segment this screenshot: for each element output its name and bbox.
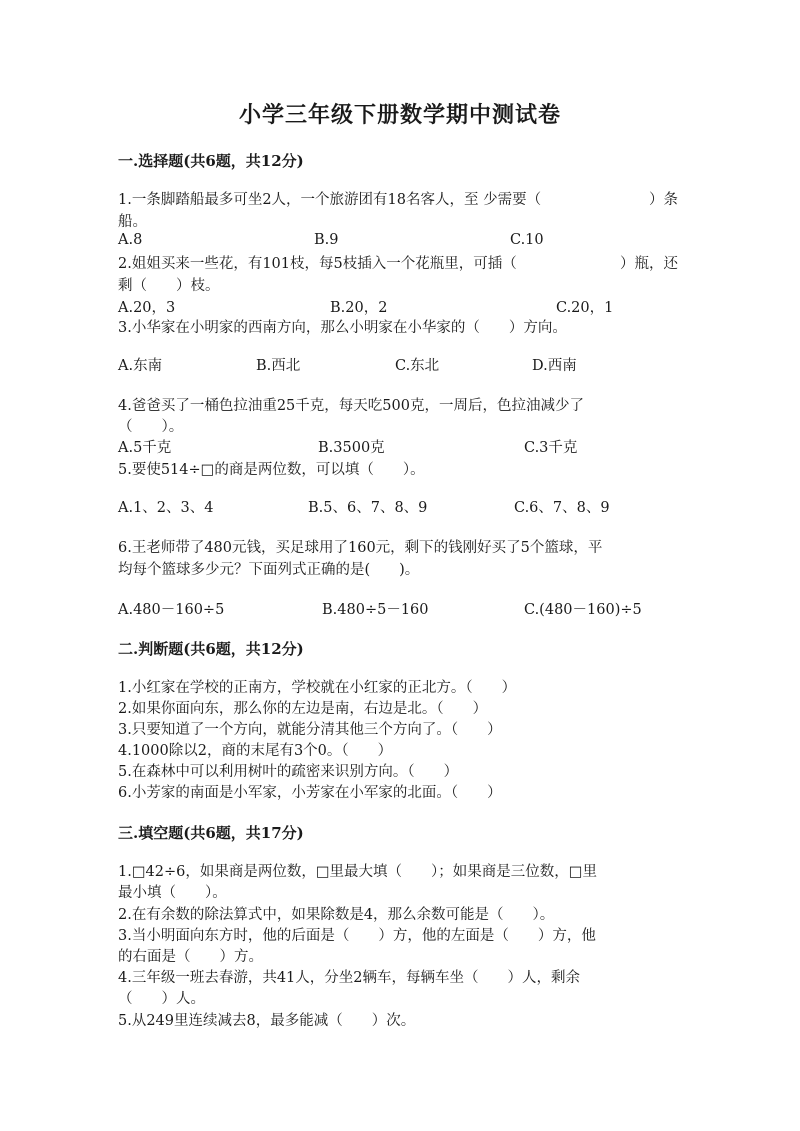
option-d: D.西南 [532, 358, 577, 374]
question-text: 最小填（ ）。 [118, 885, 227, 901]
option-a: A.1、2、3、4 [118, 500, 214, 516]
option-c: C.6、7、8、9 [514, 500, 610, 516]
question-text: 剩（ ）枝。 [118, 278, 220, 294]
option-b: B.3500克 [318, 440, 385, 456]
question-text: 2.在有余数的除法算式中，如果除数是4，那么余数可能是（ ）。 [118, 907, 555, 923]
section-heading-judgment: 二.判断题(共6题，共12分) [118, 640, 304, 658]
question-text: 均每个篮球多少元？下面列式正确的是( )。 [118, 562, 420, 578]
question-text: 的右面是（ ）方。 [118, 949, 263, 965]
option-a: A.20，3 [118, 300, 176, 316]
question-text: 4.爸爸买了一桶色拉油重25千克，每天吃500克，一周后，色拉油减少了 [118, 398, 584, 414]
option-c: C.10 [510, 232, 544, 248]
question-line [118, 188, 678, 209]
question-text: （ ）。 [118, 419, 184, 435]
question-text: 4.三年级一班去春游，共41人，分坐2辆车，每辆车坐（ ）人，剩余 [118, 970, 581, 986]
question-text: ）条 [649, 192, 678, 208]
option-b: B.9 [314, 232, 339, 248]
question-line [118, 252, 678, 273]
option-b: B.西北 [256, 358, 301, 374]
option-b: B.20，2 [330, 300, 388, 316]
option-c: C.20，1 [556, 300, 614, 316]
question-text: （ ）人。 [118, 991, 205, 1007]
question-text: 3.小华家在小明家的西南方向，那么小明家在小华家的（ ）方向。 [118, 320, 567, 336]
question-text: 5.要使514÷□的商是两位数，可以填（ ）。 [118, 462, 425, 478]
option-c: C.东北 [395, 358, 440, 374]
judgment-item: 1.小红家在学校的正南方，学校就在小红家的正北方。（ ） [118, 680, 517, 696]
question-text: ）瓶，还 [620, 256, 678, 272]
page-title: 小学三年级下册数学期中测试卷 [238, 102, 561, 128]
judgment-item: 3.只要知道了一个方向，就能分清其他三个方向了。（ ） [118, 722, 502, 738]
option-b: B.480÷5－160 [322, 602, 429, 618]
option-c: C.(480－160)÷5 [524, 602, 642, 618]
option-a: A.8 [118, 232, 143, 248]
question-text: 5.从249里连续减去8，最多能减（ ）次。 [118, 1013, 416, 1029]
option-a: A.480－160÷5 [118, 602, 225, 618]
question-text: 船。 [118, 214, 147, 230]
judgment-item: 2.如果你面向东，那么你的左边是南，右边是北。（ ） [118, 701, 488, 717]
question-text: 1.一条脚踏船最多可坐2人，一个旅游团有18名客人，至 少需要（ [118, 192, 542, 208]
option-b: B.5、6、7、8、9 [308, 500, 428, 516]
judgment-item: 4.1000除以2，商的末尾有3个0。（ ） [118, 743, 393, 759]
question-text: 3.当小明面向东方时，他的后面是（ ）方，他的左面是（ ）方，他 [118, 928, 596, 944]
question-text: 2.姐姐买来一些花，有101枝，每5枝插入一个花瓶里，可插（ [118, 256, 517, 272]
judgment-item: 5.在森林中可以利用树叶的疏密来识别方向。（ ） [118, 764, 459, 780]
section-heading-fill: 三.填空题(共6题，共17分) [118, 824, 304, 842]
question-text: 1.□42÷6，如果商是两位数，□里最大填（ ）；如果商是三位数，□里 [118, 864, 598, 880]
judgment-item: 6.小芳家的南面是小军家，小芳家在小军家的北面。（ ） [118, 785, 502, 801]
option-c: C.3千克 [524, 440, 578, 456]
question-text: 6.王老师带了480元钱，买足球用了160元，剩下的钱刚好买了5个篮球，平 [118, 540, 603, 556]
option-a: A.东南 [118, 358, 163, 374]
section-heading-choice: 一.选择题(共6题，共12分) [118, 152, 304, 170]
option-a: A.5千克 [118, 440, 172, 456]
